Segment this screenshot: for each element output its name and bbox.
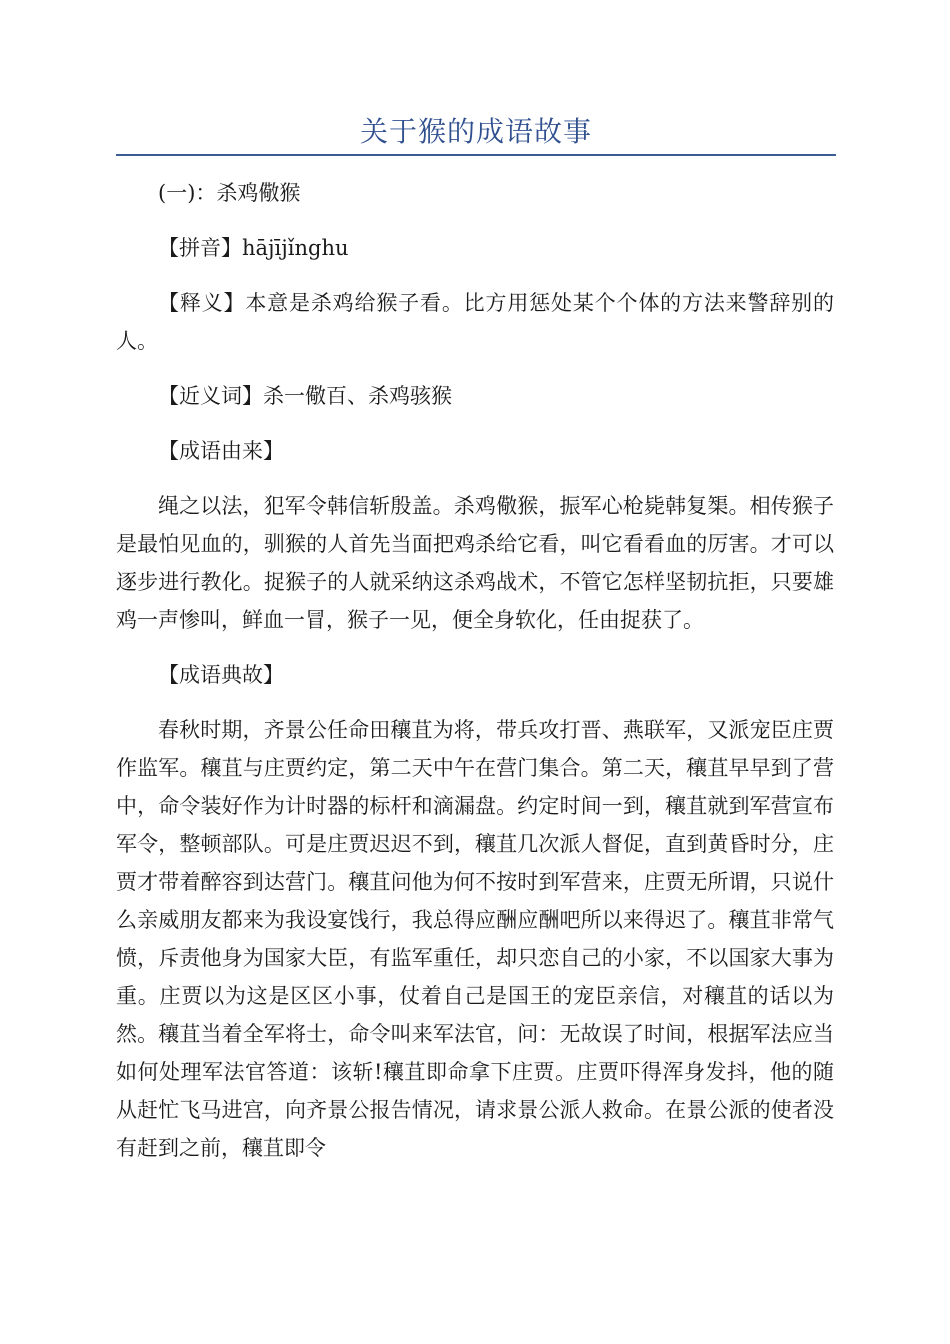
document-body [116,174,834,1167]
origin-paragraph: 绳之以法，犯军令韩信斩殷盖。杀鸡儆猴，振军心枪毙韩复榘。相传猴子是最怕见血的，驯猴的人首先当面把鸡杀给它看，叫它看看血的厉害。才可以逐步进行教化。捉猴子的人就采纳这杀鸡战术，不管它怎样坚韧抗拒，只要雄鸡一声惨叫，鲜血一冒，猴子一见，便全身软化，任由捉获了。 [116,494,834,632]
origin-heading: 【成语由来】 [158,439,284,463]
document-title: 关于猴的成语故事 [359,115,592,148]
story-heading: 【成语典故】 [158,663,284,687]
definition-paragraph: 【释义】本意是杀鸡给猴子看。比方用惩处某个个体的方法来警辞别的人。 [116,291,834,353]
pinyin-line: 【拼音】hājījǐnghu [158,236,349,260]
title-underline [116,154,836,156]
section-heading-idiom: (一)：杀鸡儆猴 [158,181,301,205]
story-paragraph: 春秋时期，齐景公任命田穰苴为将，带兵攻打晋、燕联军，又派宠臣庄贾作监军。穰苴与庄贾约定，第二天中午在营门集合。第二天，穰苴早早到了营中，命令装好作为计时器的标杆和滴漏盘。约定时间一到，穰苴就到军营宣布军令，整顿部队。可是庄贾迟迟不到，穰苴几次派人督促，直到黄昏时分，庄贾才带着醉容到达营门。穰苴问他为何不按时到军营来，庄贾无所谓，只说什么亲威朋友都来为我设宴饯行，我总得应酬应酬吧所以来得迟了。穰苴非常气愤，斥责他身为国家大臣，有监军重任，却只恋自己的小家，不以国家大事为重。庄贾以为这是区区小事，仗着自己是国王的宠臣亲信，对穰苴的话以为然。穰苴当着全军将士，命令叫来军法官，问：无故误了时间，根据军法应当如何处理军法官答道：该斩!穰苴即命拿下庄贾。庄贾吓得浑身发抖，他的随从赶忙飞马进宫，向齐景公报告情况，请求景公派人救命。在景公派的使者没有赶到之前，穰苴即令 [116,718,834,1160]
synonyms-line: 【近义词】杀一儆百、杀鸡骇猴 [158,384,452,408]
